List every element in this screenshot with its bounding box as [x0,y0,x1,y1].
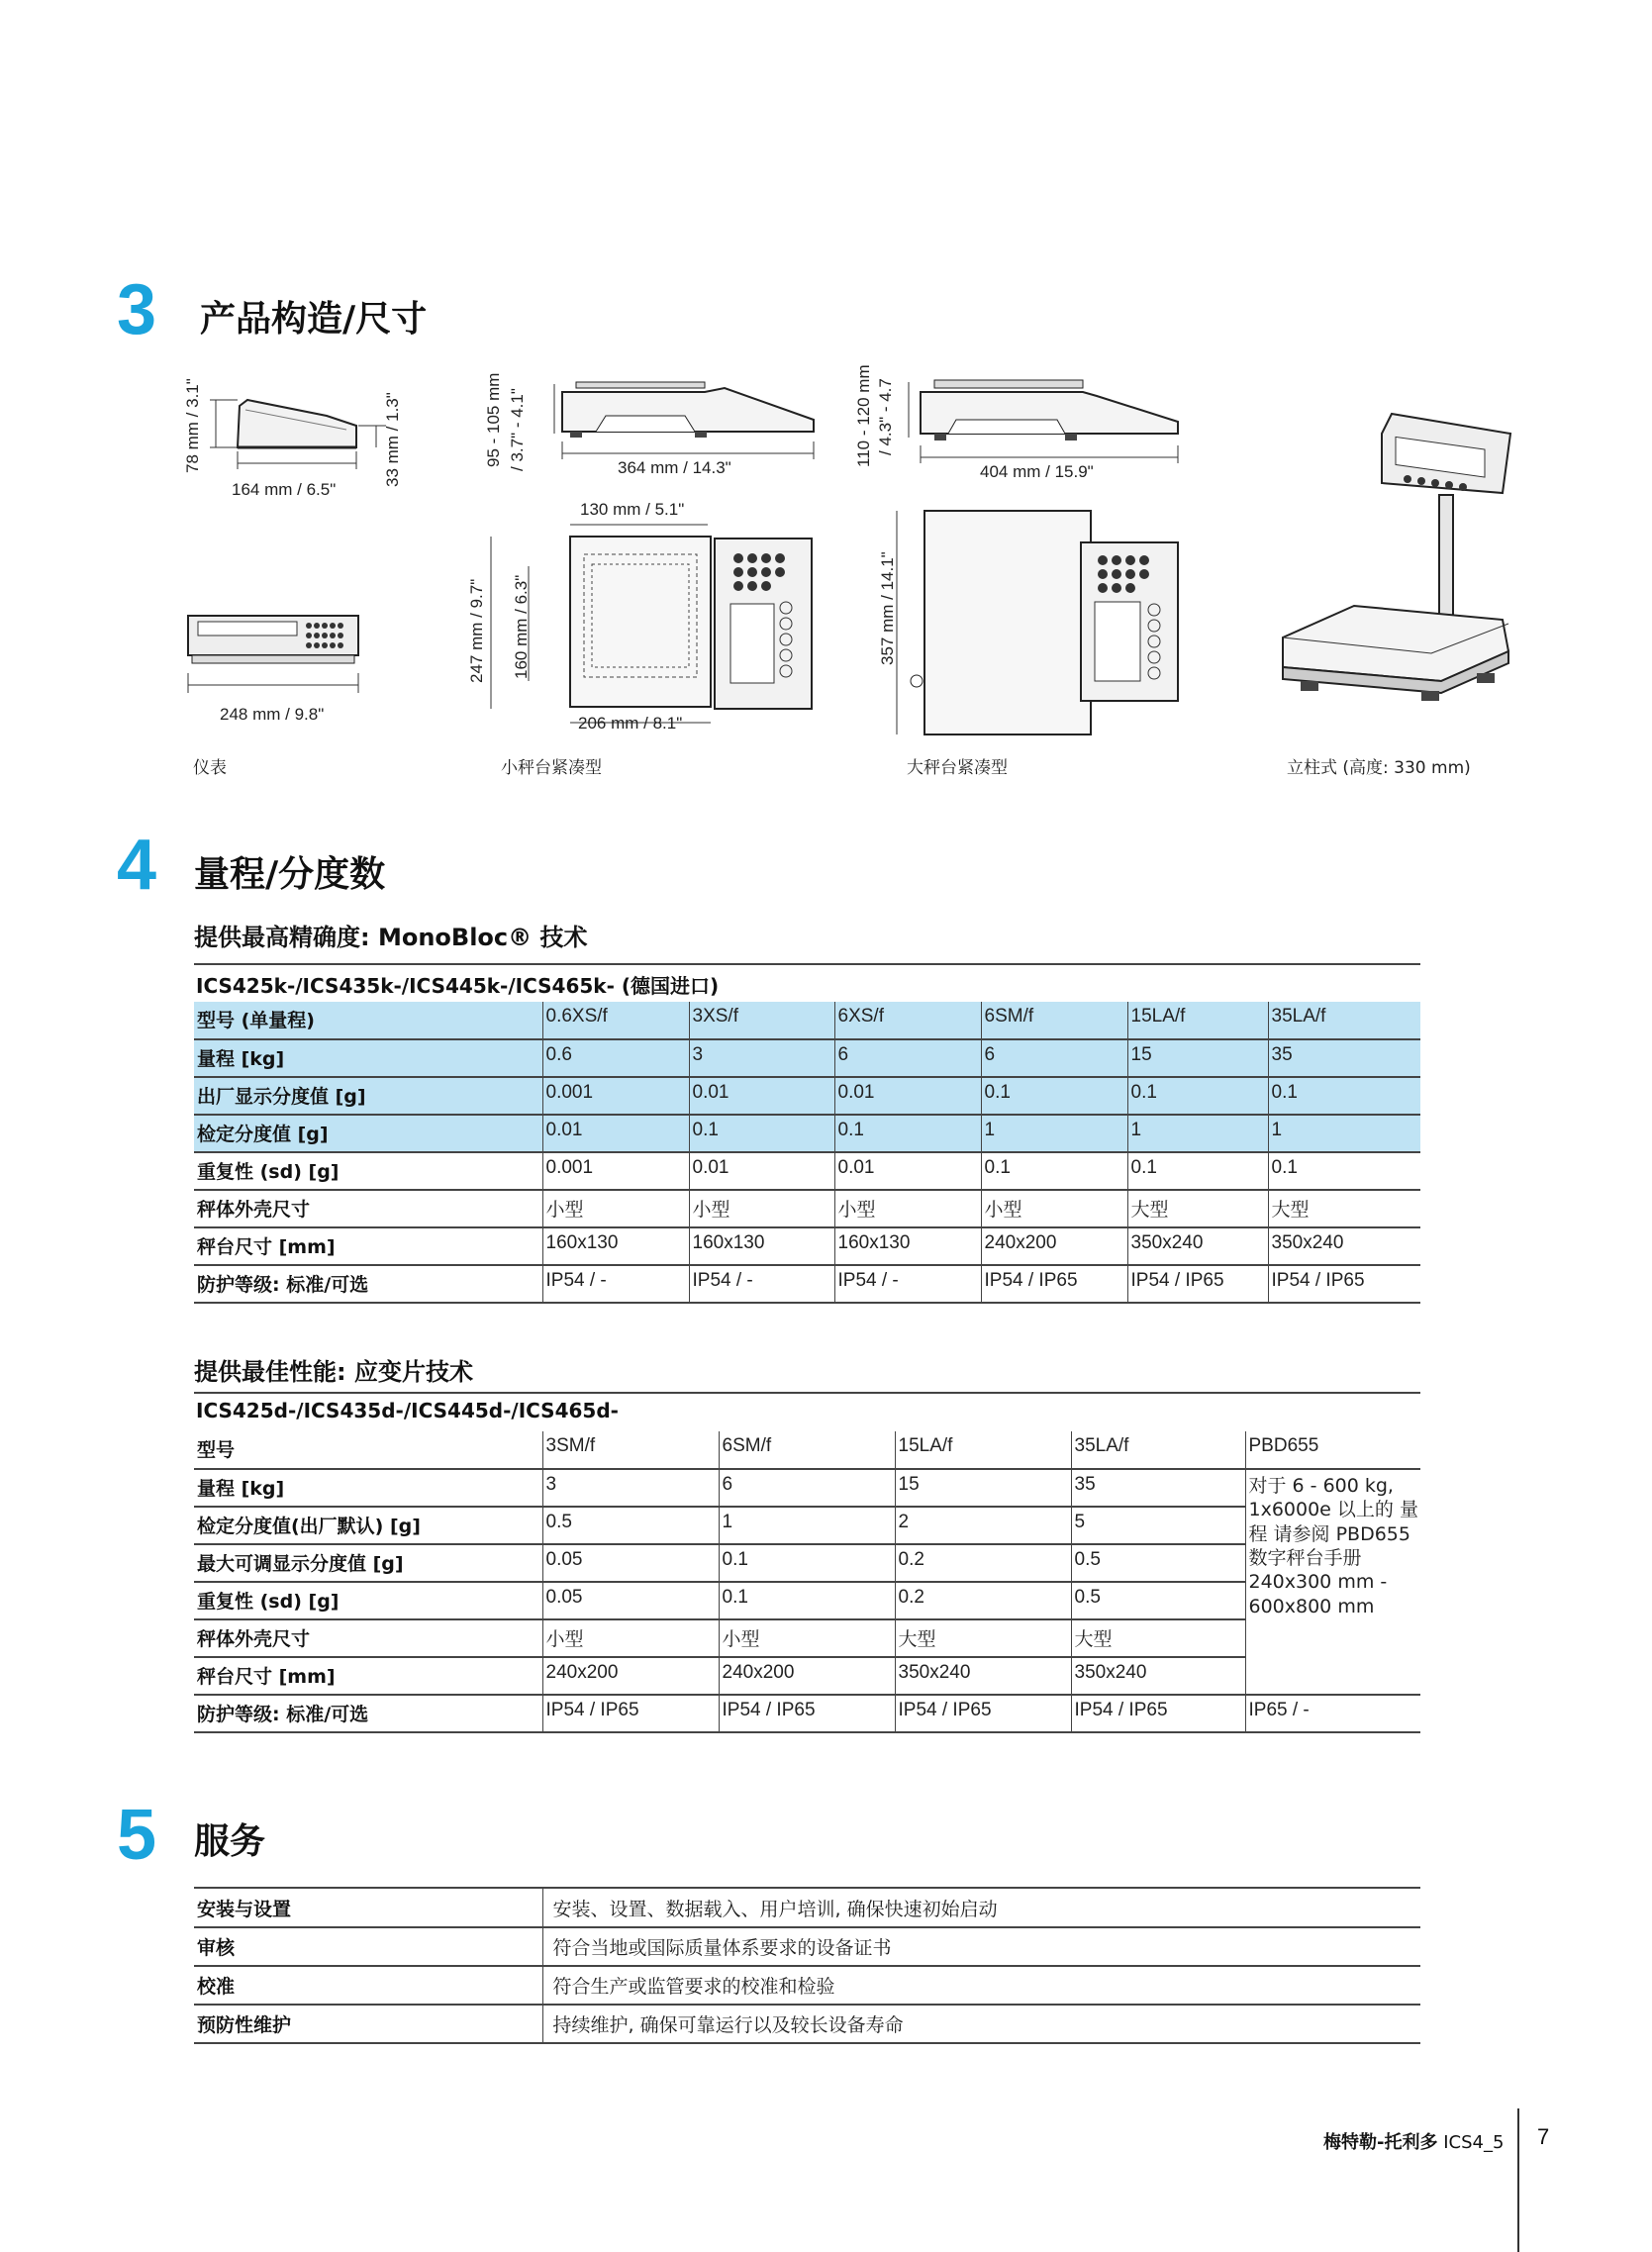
row-label: 型号 (单量程) [194,1002,542,1039]
table-row [194,1265,1420,1303]
table-cell: 160x130 [834,1227,981,1265]
table-cell: 大型 [1071,1619,1245,1657]
table-cell: 15 [895,1469,1071,1507]
row-label: 量程 [kg] [194,1039,542,1077]
large-depth-label: 357 mm / 14.1" [878,551,897,665]
table-cell: 1 [1127,1115,1268,1152]
section-number-4: 4 [117,826,157,905]
row-label: 重复性 (sd) [g] [194,1582,542,1619]
table-cell: IP54 / IP65 [1127,1265,1268,1303]
table-row [194,1695,1420,1732]
caption-indicator: 仪表 [193,758,227,778]
table-cell: 0.05 [542,1544,719,1582]
small-depth-label: 247 mm / 9.7" [467,578,486,683]
table-strain-gauge [194,1431,1420,1733]
footer-brand [1323,2128,1504,2154]
table-cell: 1 [719,1507,895,1544]
large-compact-top-drawing [887,507,1194,734]
service-description: 符合生产或监管要求的校准和检验 [542,1966,1420,2005]
column-type-drawing [1273,404,1530,711]
table2-caption: ICS425d-/ICS435d-/ICS445d-/ICS465d- [196,1399,619,1422]
table-cell: 15 [1127,1039,1268,1077]
table-row [194,1469,1420,1507]
table-row [194,1039,1420,1077]
table-cell: 0.1 [981,1077,1127,1115]
table-cell: 1 [981,1115,1127,1152]
table-cell: IP54 / IP65 [981,1265,1127,1303]
table-cell: 0.6XS/f [542,1002,689,1039]
table-cell: 0.1 [1127,1152,1268,1190]
table-cell: IP54 / - [689,1265,834,1303]
table-cell: 35 [1268,1039,1420,1077]
table-cell: 0.01 [542,1115,689,1152]
footer-doc-id: ICS4_5 [1443,2132,1505,2153]
large-compact-side-drawing [899,374,1186,473]
service-row [194,1966,1420,2005]
table-cell: 0.5 [1071,1544,1245,1582]
row-label: 最大可调显示分度值 [g] [194,1544,542,1582]
table-cell: 0.1 [1127,1077,1268,1115]
row-label: 秤台尺寸 [mm] [194,1227,542,1265]
table-cell: 0.2 [895,1582,1071,1619]
large-height-in-label: / 4.3" - 4.7 [876,378,895,455]
table1-subtitle: 提供最高精确度: MonoBloc® 技术 [194,924,588,951]
table-cell: IP54 / IP65 [1268,1265,1420,1303]
table-cell: 6 [834,1039,981,1077]
table-cell: 小型 [981,1190,1127,1227]
section-title-4: 量程/分度数 [194,854,386,895]
service-description: 安装、设置、数据载入、用户培训, 确保快速初始启动 [542,1889,1420,1927]
table-cell: 小型 [719,1619,895,1657]
caption-large-compact: 大秤台紧凑型 [907,758,1008,778]
table-cell: 350x240 [1127,1227,1268,1265]
table-row [194,1431,1420,1469]
table-cell: 350x240 [895,1657,1071,1695]
table-cell: 240x200 [981,1227,1127,1265]
table-cell: 3XS/f [689,1002,834,1039]
table-row [194,1507,1420,1544]
small-compact-top-drawing [485,525,831,742]
table-cell: 0.1 [719,1544,895,1582]
caption-small-compact: 小秤台紧凑型 [501,758,602,778]
table-cell: 0.2 [895,1544,1071,1582]
row-label: 检定分度值 [g] [194,1115,542,1152]
service-label: 安装与设置 [194,1889,542,1927]
table-cell: 0.001 [542,1077,689,1115]
small-top-width-label: 130 mm / 5.1" [580,500,685,519]
indicator-width-label: 248 mm / 9.8" [220,705,325,724]
table-cell: IP54 / IP65 [895,1695,1071,1732]
section-number-5: 5 [117,1796,157,1875]
table-cell: 大型 [1268,1190,1420,1227]
table-monobloc [194,1002,1420,1304]
table1-top-rule [194,963,1420,965]
table-services [194,1889,1420,2044]
table1-caption: ICS425k-/ICS435k-/ICS445k-/ICS465k- (德国进口) [196,974,720,998]
section-title-5: 服务 [194,1821,266,1862]
table2-subtitle: 提供最佳性能: 应变片技术 [194,1358,473,1386]
table-cell: 0.01 [834,1077,981,1115]
row-label: 量程 [kg] [194,1469,542,1507]
table-cell: 2 [895,1507,1071,1544]
table-cell: 小型 [689,1190,834,1227]
table-cell: 6SM/f [719,1431,895,1469]
table-cell: 0.01 [689,1152,834,1190]
table-cell: 160x130 [689,1227,834,1265]
table-cell: 0.1 [719,1582,895,1619]
table-cell: 0.5 [1071,1582,1245,1619]
service-label: 校准 [194,1966,542,2005]
table-cell: 3 [542,1469,719,1507]
table-row [194,1190,1420,1227]
table2-top-rule [194,1392,1420,1394]
caption-column-type: 立柱式 (高度: 330 mm) [1287,758,1471,778]
small-pan-label: 160 mm / 6.3" [512,574,531,679]
table-cell: IP54 / - [542,1265,689,1303]
small-bottom-width-label: 206 mm / 8.1" [578,714,683,733]
table-cell: 350x240 [1268,1227,1420,1265]
table-cell: 0.1 [981,1152,1127,1190]
table-cell: 0.5 [542,1507,719,1544]
table-cell: 大型 [895,1619,1071,1657]
table-cell: 0.001 [542,1152,689,1190]
pbd-note-cell: 对于 6 - 600 kg, 1x6000e 以上的 量程 请参阅 PBD655 数字秤台手册 240x300 mm - 600x800 mm [1245,1469,1420,1695]
table-cell: 小型 [542,1190,689,1227]
table-cell: 35 [1071,1469,1245,1507]
service-description: 符合当地或国际质量体系要求的设备证书 [542,1927,1420,1966]
table-cell: 0.05 [542,1582,719,1619]
small-length-label: 364 mm / 14.3" [618,458,731,477]
table-cell: IP54 / IP65 [542,1695,719,1732]
table-cell: 6SM/f [981,1002,1127,1039]
table-cell: 0.01 [834,1152,981,1190]
service-description: 持续维护, 确保可靠运行以及较长设备寿命 [542,2005,1420,2043]
table-cell: 6XS/f [834,1002,981,1039]
table-cell: 5 [1071,1507,1245,1544]
indicator-side-drawing [208,386,396,475]
table-cell: 35LA/f [1268,1002,1420,1039]
table-cell: IP54 / - [834,1265,981,1303]
row-label: 秤体外壳尺寸 [194,1190,542,1227]
table-cell: 0.1 [834,1115,981,1152]
section-number-3: 3 [117,270,157,349]
table-row [194,1544,1420,1582]
row-label: 重复性 (sd) [g] [194,1152,542,1190]
footer-brand-name: 梅特勒-托利多 [1323,2132,1438,2153]
table-row [194,1227,1420,1265]
row-label: 秤体外壳尺寸 [194,1619,542,1657]
row-label: 防护等级: 标准/可选 [194,1695,542,1732]
table-cell: 小型 [542,1619,719,1657]
table-row [194,1619,1420,1657]
table-row [194,1657,1420,1695]
table-cell: 3 [689,1039,834,1077]
small-compact-side-drawing [546,368,824,467]
table-cell: 3SM/f [542,1431,719,1469]
table-cell: 240x200 [719,1657,895,1695]
table-cell: IP54 / IP65 [719,1695,895,1732]
row-label: 型号 [194,1431,542,1469]
pbd-ip-cell: IP65 / - [1245,1695,1420,1732]
table-cell: 0.01 [689,1077,834,1115]
table-cell: 6 [719,1469,895,1507]
table-row [194,1152,1420,1190]
service-label: 审核 [194,1927,542,1966]
table-cell: 1 [1268,1115,1420,1152]
service-row [194,1927,1420,1966]
small-height-in-label: / 3.7" - 4.1" [508,388,527,471]
table-row [194,1115,1420,1152]
table-cell: 0.6 [542,1039,689,1077]
table-cell: 0.1 [1268,1152,1420,1190]
indicator-front-drawing [186,614,364,703]
table-cell: 15LA/f [1127,1002,1268,1039]
indicator-height-label: 78 mm / 3.1" [183,378,202,473]
row-label: 检定分度值(出厂默认) [g] [194,1507,542,1544]
page-number: 7 [1537,2124,1550,2149]
table-cell: 350x240 [1071,1657,1245,1695]
table-cell: 160x130 [542,1227,689,1265]
table-cell: 15LA/f [895,1431,1071,1469]
table-cell: 240x200 [542,1657,719,1695]
section-title-3: 产品构造/尺寸 [200,299,428,340]
small-height-label: 95 - 105 mm [484,372,503,467]
large-height-label: 110 - 120 mm [854,364,873,467]
service-label: 预防性维护 [194,2005,542,2043]
indicator-depth-label: 164 mm / 6.5" [232,480,337,499]
table-cell: 0.1 [1268,1077,1420,1115]
table-cell: 0.1 [689,1115,834,1152]
service-row [194,2005,1420,2043]
row-label: 防护等级: 标准/可选 [194,1265,542,1303]
table-cell: 6 [981,1039,1127,1077]
large-length-label: 404 mm / 15.9" [980,462,1094,481]
service-row [194,1889,1420,1927]
footer-divider [1517,2108,1519,2252]
table-cell: 小型 [834,1190,981,1227]
row-label: 秤台尺寸 [mm] [194,1657,542,1695]
pbd-model-cell: PBD655 [1245,1431,1420,1469]
table-cell: 35LA/f [1071,1431,1245,1469]
table-row [194,1582,1420,1619]
indicator-height2-label: 33 mm / 1.3" [383,392,402,487]
table-cell: 大型 [1127,1190,1268,1227]
table-cell: IP54 / IP65 [1071,1695,1245,1732]
row-label: 出厂显示分度值 [g] [194,1077,542,1115]
table-row [194,1077,1420,1115]
table-row [194,1002,1420,1039]
